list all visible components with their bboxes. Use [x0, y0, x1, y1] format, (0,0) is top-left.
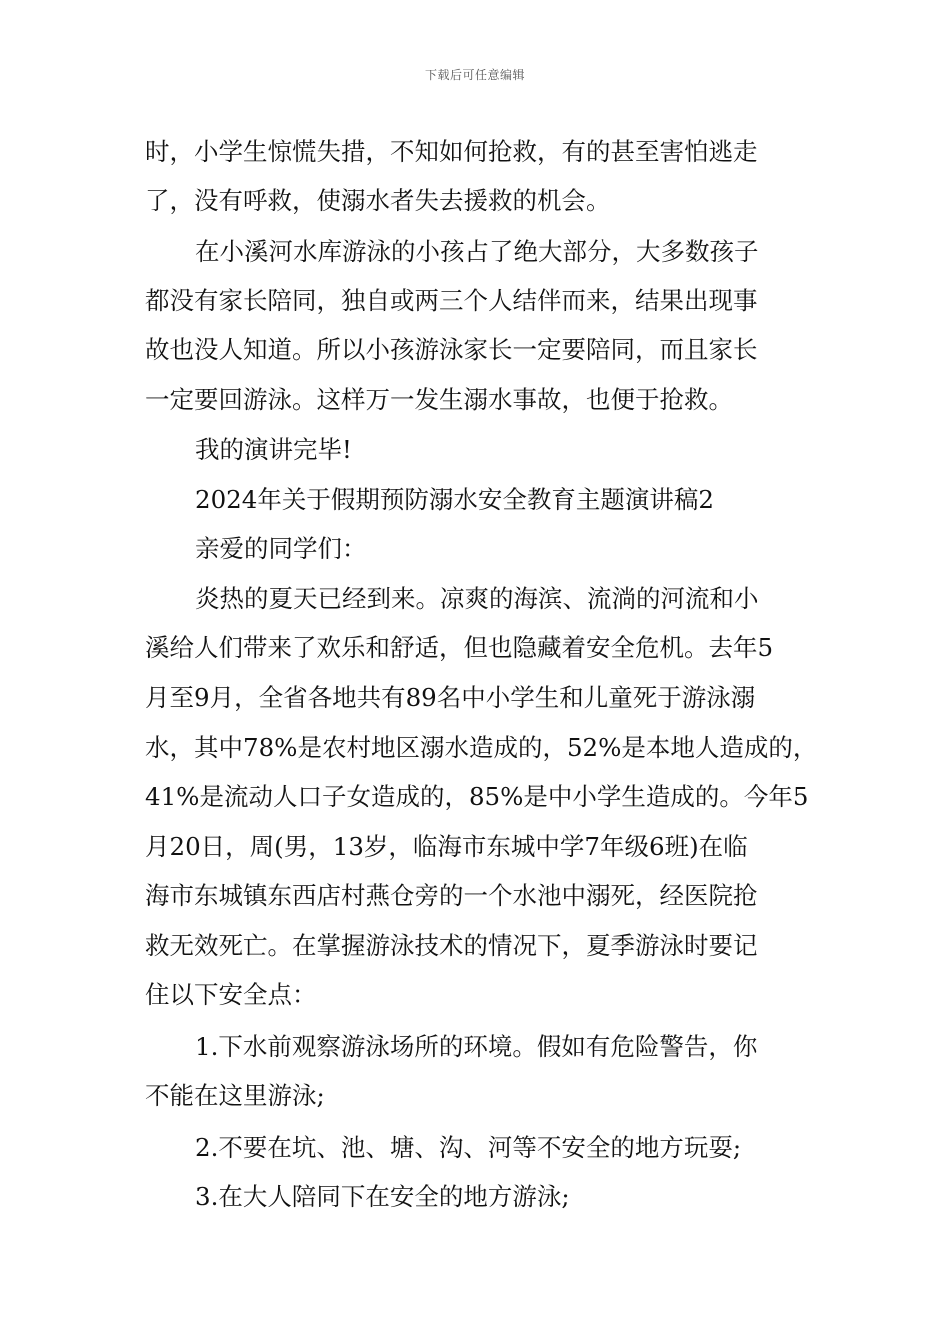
body-line-16: 海市东城镇东西店村燕仓旁的一个水池中溺死，经医院抢 — [145, 881, 758, 910]
body-line-4: 都没有家长陪同，独自或两三个人结伴而来，结果出现事 — [145, 286, 758, 315]
body-line-12: 月至9月，全省各地共有89名中小学生和儿童死于游泳溺 — [145, 683, 756, 712]
body-line-17: 救无效死亡。在掌握游泳技术的情况下，夏季游泳时要记 — [145, 931, 758, 960]
list-item-1-line-1: 1.下水前观察游泳场所的环境。假如有危险警告，你 — [195, 1032, 758, 1061]
body-line-15: 月20日，周(男，13岁，临海市东城中学7年级6班)在临 — [145, 832, 748, 861]
body-line-2: 了，没有呼救，使溺水者失去援救的机会。 — [145, 186, 611, 215]
body-line-13: 水，其中78%是农村地区溺水造成的，52%是本地人造成的， — [145, 733, 818, 762]
salutation: 亲爱的同学们： — [195, 534, 367, 563]
body-line-11: 溪给人们带来了欢乐和舒适，但也隐藏着安全危机。去年5 — [145, 633, 774, 662]
page-header-note: 下载后可任意编辑 — [424, 68, 525, 82]
body-line-10: 炎热的夏天已经到来。凉爽的海滨、流淌的河流和小 — [195, 584, 759, 613]
list-item-1-line-2: 不能在这里游泳; — [145, 1081, 325, 1110]
closing-line: 我的演讲完毕! — [195, 435, 352, 464]
list-item-2: 2.不要在坑、池、塘、沟、河等不安全的地方玩耍; — [195, 1133, 742, 1162]
body-line-3: 在小溪河水库游泳的小孩占了绝大部分，大多数孩子 — [195, 237, 759, 266]
body-line-18: 住以下安全点： — [145, 980, 317, 1009]
body-line-14: 41%是流动人口子女造成的，85%是中小学生造成的。今年5 — [145, 782, 809, 811]
body-line-5: 故也没人知道。所以小孩游泳家长一定要陪同，而且家长 — [145, 335, 758, 364]
body-line-6: 一定要回游泳。这样万一发生溺水事故，也便于抢救。 — [145, 385, 733, 414]
list-item-3: 3.在大人陪同下在安全的地方游泳; — [195, 1182, 570, 1211]
section-title: 2024年关于假期预防溺水安全教育主题演讲稿2 — [195, 485, 714, 514]
body-line-1: 时，小学生惊慌失措，不知如何抢救，有的甚至害怕逃走 — [145, 137, 758, 166]
